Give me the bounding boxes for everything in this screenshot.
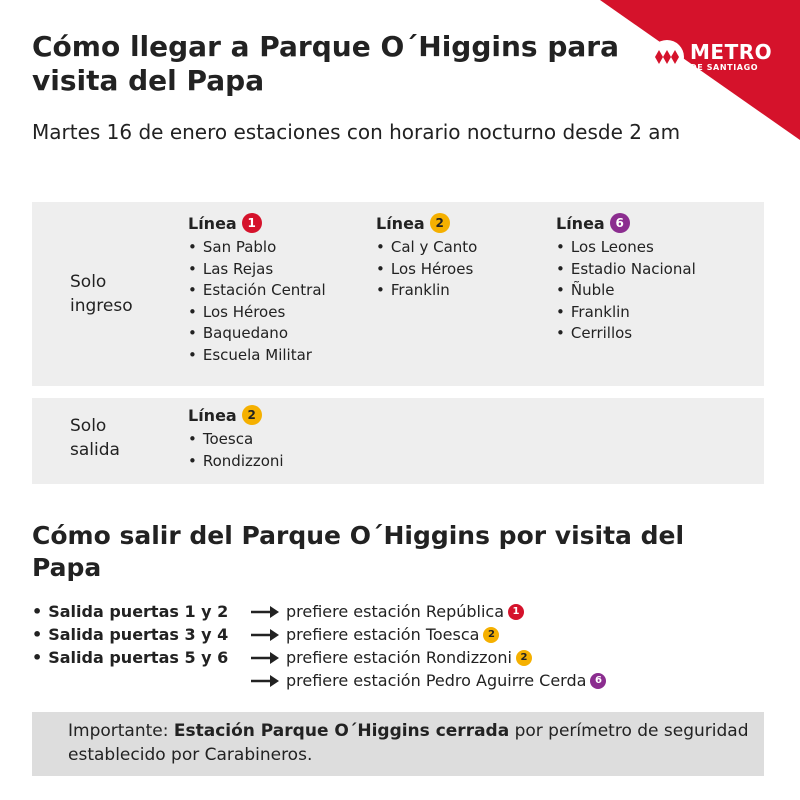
line-1-badge-icon: 1 (508, 604, 524, 620)
section-title-exits: Cómo salir del Parque O´Higgins por visita del Papa (32, 521, 685, 582)
exit-station: prefiere estación Rondizzoni (286, 648, 512, 667)
list-item: • Baquedano (188, 323, 326, 345)
salida-line-2-column (188, 404, 284, 472)
exit-row (32, 600, 606, 623)
line-6-station-list (556, 237, 696, 345)
arrow-right-icon (250, 651, 280, 665)
exit-row (32, 623, 606, 646)
page-subtitle: Martes 16 de enero estaciones con horario nocturno desde 2 am (32, 120, 681, 144)
exit-station: prefiere estación República (286, 602, 505, 621)
list-item: • Estadio Nacional (556, 259, 696, 281)
line-2-station-list (376, 237, 477, 302)
line-label: Línea (188, 405, 237, 425)
brand-sub: DE SANTIAGO (690, 63, 759, 72)
exit-gate: • Salida puertas 1 y 2 (32, 602, 250, 621)
metro-logo (650, 40, 772, 74)
line-6-badge-icon: 6 (610, 213, 630, 233)
brand-name: METRO (690, 40, 773, 64)
list-item: • Franklin (556, 302, 696, 324)
metro-logo-icon (650, 40, 684, 74)
list-item: • Los Leones (556, 237, 696, 259)
arrow-right-icon (250, 605, 280, 619)
exit-gate: • Salida puertas 3 y 4 (32, 625, 250, 644)
arrow-right-icon (250, 628, 280, 642)
list-item: • Escuela Militar (188, 345, 326, 367)
list-item: • Cal y Canto (376, 237, 477, 259)
list-item: • San Pablo (188, 237, 326, 259)
line-2-badge-icon: 2 (516, 650, 532, 666)
salida-label: Solo salida (70, 416, 120, 460)
line-6-column (556, 212, 696, 345)
page-title: Cómo llegar a Parque O´Higgins para visita del Papa (32, 30, 619, 97)
line-6-badge-icon: 6 (590, 673, 606, 689)
arrow-right-icon (250, 674, 280, 688)
list-item: • Los Héroes (188, 302, 326, 324)
line-1-badge-icon: 1 (242, 213, 262, 233)
list-item: • Estación Central (188, 280, 326, 302)
exit-station: prefiere estación Toesca (286, 625, 480, 644)
ingreso-label: Solo ingreso (70, 272, 133, 316)
exit-station: prefiere estación Pedro Aguirre Cerda (286, 671, 587, 690)
salida-line-header (188, 404, 284, 426)
line-2-column (376, 212, 477, 302)
note-prefix: Importante: (68, 721, 174, 741)
list-item: • Las Rejas (188, 259, 326, 281)
ingreso-panel (32, 202, 764, 386)
list-item: • Rondizzoni (188, 451, 284, 473)
line-label: Línea (556, 213, 605, 233)
line-1-header (188, 212, 326, 234)
important-note (32, 712, 764, 776)
list-item: • Cerrillos (556, 323, 696, 345)
list-item: • Ñuble (556, 280, 696, 302)
list-item: • Los Héroes (376, 259, 477, 281)
salida-station-list (188, 429, 284, 472)
line-1-station-list (188, 237, 326, 366)
line-6-header (556, 212, 696, 234)
line-2-header (376, 212, 477, 234)
exit-row (32, 669, 606, 692)
line-2-badge-icon: 2 (430, 213, 450, 233)
exit-row (32, 646, 606, 669)
list-item: • Franklin (376, 280, 477, 302)
line-1-column (188, 212, 326, 366)
note-bold: Estación Parque O´Higgins cerrada (173, 721, 510, 741)
list-item: • Toesca (188, 429, 284, 451)
exit-gate: • Salida puertas 5 y 6 (32, 648, 250, 667)
line-2-badge-icon: 2 (242, 405, 262, 425)
line-2-badge-icon: 2 (483, 627, 499, 643)
salida-panel (32, 398, 764, 484)
line-label: Línea (188, 213, 237, 233)
exit-list (32, 600, 606, 692)
note-rest: por perímetro de seguridad establecido por Carabineros. (68, 721, 749, 765)
line-label: Línea (376, 213, 425, 233)
